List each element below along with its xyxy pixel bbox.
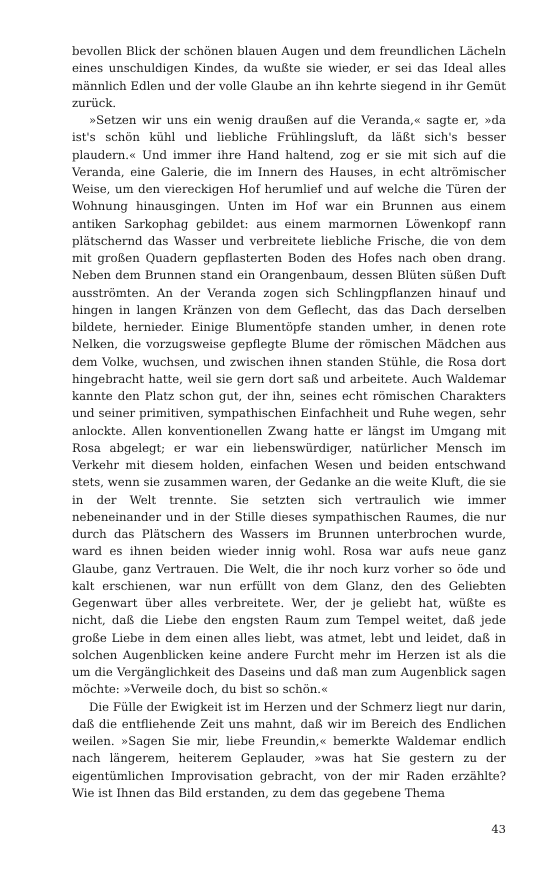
paragraph-1: bevollen Blick der schönen blauen Augen und dem freundlichen Lächeln eines unschuldigen Kindes, da wußte sie wieder, er sei das Ideal alles männlich Edlen und der volle Glaube an ihn kehrte siegend in ihr Gemüt zurück.	[72, 44, 506, 110]
page-number: 43	[491, 822, 506, 836]
paragraph-3: Die Fülle der Ewigkeit ist im Herzen und der Schmerz liegt nur darin, daß die entfliehende Zeit uns mahnt, daß wir im Bereich des Endlichen weilen. »Sagen Sie mir, liebe Freundin,« bemerkte Waldemar endlich nach längerem, heiterem Geplauder, »was hat Sie gestern zu der eigentümlichen Improvisation gebracht, von der mir Raden erzählte? Wie ist Ihnen das Bild erstanden, zu dem das gegebene Thema	[72, 699, 506, 800]
paragraph-2: »Setzen wir uns ein wenig draußen auf die Veranda,« sagte er, »da ist's schön kühl und liebliche Frühlingsluft, da läßt sich's besser plaudern.« Und immer ihre Hand haltend, zog er sie mit sich auf die Veranda, eine Galerie, die im Innern des Hauses, in echt altrömischer Weise, um den viereckigen Hof herumlief und auf welche die Türen der Wohnung hinausgingen. Unten im Hof war ein Brunnen aus einem antiken Sarkophag gebildet: aus einem marmornen Löwenkopf rann plätschernd das Wasser und verbreitete liebliche Frische, die von dem mit großen Quadern gepflasterten Boden des Hofes nach oben drang. Neben dem Brunnen stand ein Orangenbaum, dessen Blüten süßen Duft ausströmten. An der Veranda zogen sich Schlingpflanzen hinauf und hingen in langen Kränzen von dem Geflecht, das das Dach derselben bildete, hernieder. Einige Blumentöpfe standen umher, in denen rote Nelken, die vorzugsweise gepflegte Blume der römischen Mädchen aus dem Volke, wuchsen, und zwischen ihnen standen Stühle, die Rosa dort hingebracht hatte, weil sie gern dort saß und arbeitete. Auch Waldemar kannte den Platz schon gut, der ihn, seines echt römischen Charakters und seiner primitiven, sympathischen Einfachheit und Ruhe wegen, sehr anlockte. Allen konventionellen Zwang hatte er längst im Umgang mit Rosa abgelegt; er war ein liebenswürdiger, natürlicher Mensch im Verkehr mit diesem holden, einfachen Wesen und beiden entschwand stets, wenn sie zusammen waren, der Gedanke an die weite Kluft, die sie in der Welt trennte. Sie setzten sich vertraulich wie immer nebeneinander und in der Stille dieses sympathischen Raumes, die nur durch das Plätschern des Wassers im Brunnen unterbrochen wurde, ward es ihnen beiden wieder innig wohl. Rosa war aufs neue ganz Glaube, ganz Vertrauen. Die Welt, die ihr noch kurz vorher so öde und kalt erschienen, war nun erfüllt von dem Glanz, den des Geliebten Gegenwart über alles verbreitete. Wer, der je geliebt hat, wüßte es nicht, daß die Liebe den engsten Raum zum Tempel weitet, daß jede große Liebe in dem einen alles liebt, was atmet, lebt und leidet, daß in solchen Augenblicken keine andere Furcht mehr im Herzen ist als die um die Vergänglichkeit des Daseins und daß man zum Augenblick sagen möchte: »Verweile doch, du bist so schön.«	[72, 113, 506, 697]
body-text	[72, 43, 506, 802]
